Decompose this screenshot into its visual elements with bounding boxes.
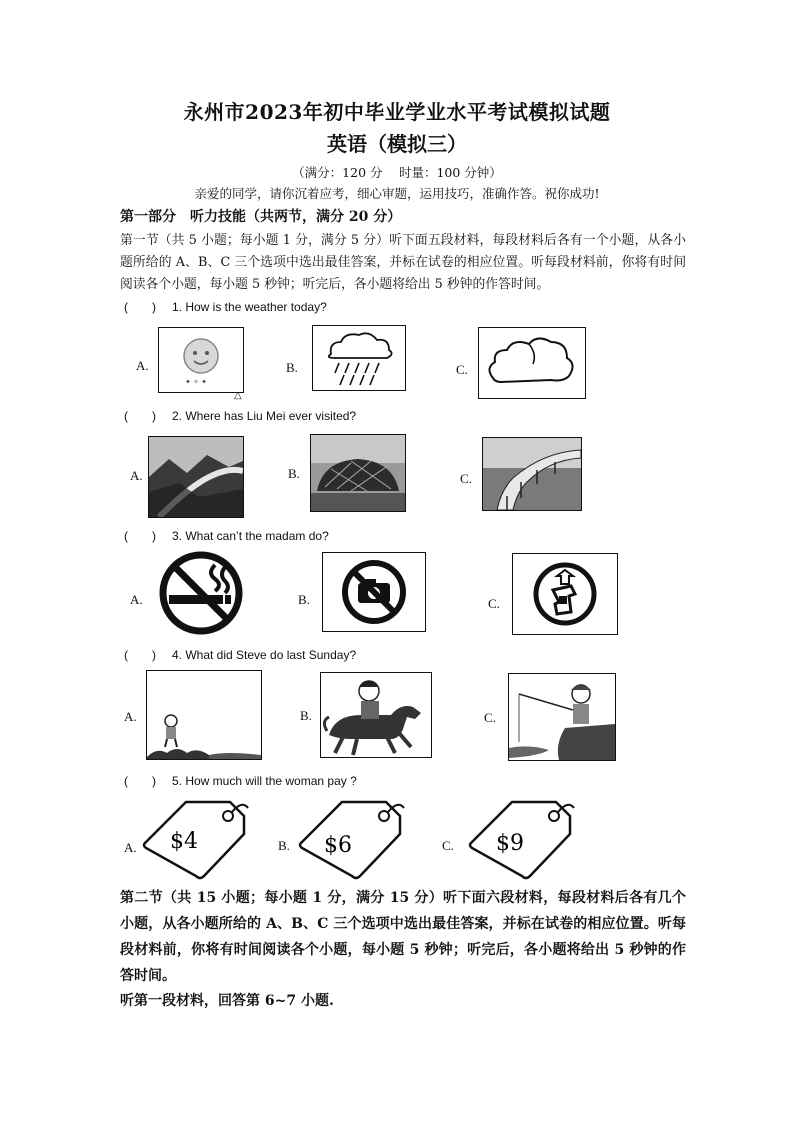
rain-cloud-icon[interactable]: [312, 325, 406, 391]
option-c-label[interactable]: C.: [484, 710, 496, 725]
answer-blank[interactable]: ( ): [124, 529, 156, 543]
no-smoking-icon[interactable]: [149, 551, 253, 635]
option-b-label[interactable]: B.: [288, 466, 300, 481]
option-c-label[interactable]: C.: [456, 362, 468, 377]
question-2: [124, 407, 356, 424]
option-a-label[interactable]: A.: [136, 358, 149, 373]
question-text: 3. What can’t the madam do?: [172, 529, 329, 543]
fishing-picture[interactable]: [508, 673, 616, 761]
option-a-label[interactable]: A.: [124, 709, 137, 724]
price-tag-9[interactable]: [466, 798, 576, 882]
section1-instructions: 第一节（共 5 小题；每小题 1 分，满分 5 分）听下面五段材料，每段材料后各有一个小题，从各小题所给的 A、B、C 三个选项中选出最佳答案，并标在试卷的相应位置。听每段材料前，你将有时间阅读各个小题，每小题 5 秒钟；听完后，各小题将给出 5 秒钟的作答时间。: [120, 233, 686, 292]
question-text: 1. How is the weather today?: [172, 300, 327, 314]
price-tag-4[interactable]: [140, 798, 250, 882]
option-b-label[interactable]: B.: [300, 708, 312, 723]
price-label: $6: [324, 833, 352, 858]
option-c-label[interactable]: C.: [460, 471, 472, 486]
price-tag-6[interactable]: [296, 798, 406, 882]
price-label: $9: [496, 831, 524, 856]
answer-blank[interactable]: ( ): [124, 774, 156, 788]
question-4: [124, 646, 356, 663]
question-text: 5. How much will the woman pay ?: [172, 774, 357, 788]
sea-bridge-photo[interactable]: [482, 437, 582, 511]
section2-instructions: 第二节（共 15 小题；每小题 1 分，满分 15 分）听下面六段材料，每段材料后各有几个小题，从各小题所给的 A、B、C 三个选项中选出最佳答案，并标在试卷的相应位置。听每段材料前，你将有时间阅读各个小题，每小题 5 秒钟；听完后，各小题将给出 5 秒钟的作答时间。: [120, 890, 686, 984]
option-c-label[interactable]: C.: [488, 596, 500, 611]
option-c-label[interactable]: C.: [442, 838, 454, 853]
answer-blank[interactable]: ( ): [124, 300, 156, 314]
great-wall-photo[interactable]: [148, 436, 244, 518]
answer-blank[interactable]: ( ): [124, 409, 156, 423]
triangle-mark-icon: △: [234, 390, 242, 401]
score-info: （满分：120 分 时量：100 分钟）: [292, 165, 502, 180]
first-material-heading: 听第一段材料，回答第 6~7 小题.: [120, 993, 334, 1009]
answer-blank[interactable]: ( ): [124, 648, 156, 662]
question-5: [124, 772, 357, 789]
option-a-label[interactable]: A.: [130, 468, 143, 483]
price-label: $4: [170, 829, 198, 854]
question-text: 2. Where has Liu Mei ever visited?: [172, 409, 357, 423]
handle-with-care-icon[interactable]: [512, 553, 618, 635]
question-3: [124, 527, 329, 544]
option-b-label[interactable]: B.: [286, 360, 298, 375]
cloud-icon[interactable]: [478, 327, 586, 399]
question-1: [124, 298, 327, 315]
birds-nest-stadium-photo[interactable]: [310, 434, 406, 512]
horse-riding-picture[interactable]: [320, 672, 432, 758]
exam-title: 永州市2023年初中毕业学业水平考试模拟试题: [183, 100, 611, 124]
option-a-label[interactable]: A.: [124, 840, 137, 855]
no-camera-icon[interactable]: [322, 552, 426, 632]
kid-skating-picture[interactable]: [146, 670, 262, 760]
svg-text:✦ ✧ ✦: ✦ ✧ ✦: [185, 378, 208, 386]
option-a-label[interactable]: A.: [130, 592, 143, 607]
exam-subtitle: 英语（模拟三）: [327, 132, 467, 156]
option-b-label[interactable]: B.: [298, 592, 310, 607]
option-b-label[interactable]: B.: [278, 838, 290, 853]
greeting: 亲爱的同学，请你沉着应考，细心审题，运用技巧，准确作答。祝你成功!: [194, 186, 600, 201]
part1-heading: 第一部分 听力技能（共两节，满分 20 分）: [120, 209, 402, 225]
sun-face-icon[interactable]: [158, 327, 244, 393]
question-text: 4. What did Steve do last Sunday?: [172, 648, 357, 662]
